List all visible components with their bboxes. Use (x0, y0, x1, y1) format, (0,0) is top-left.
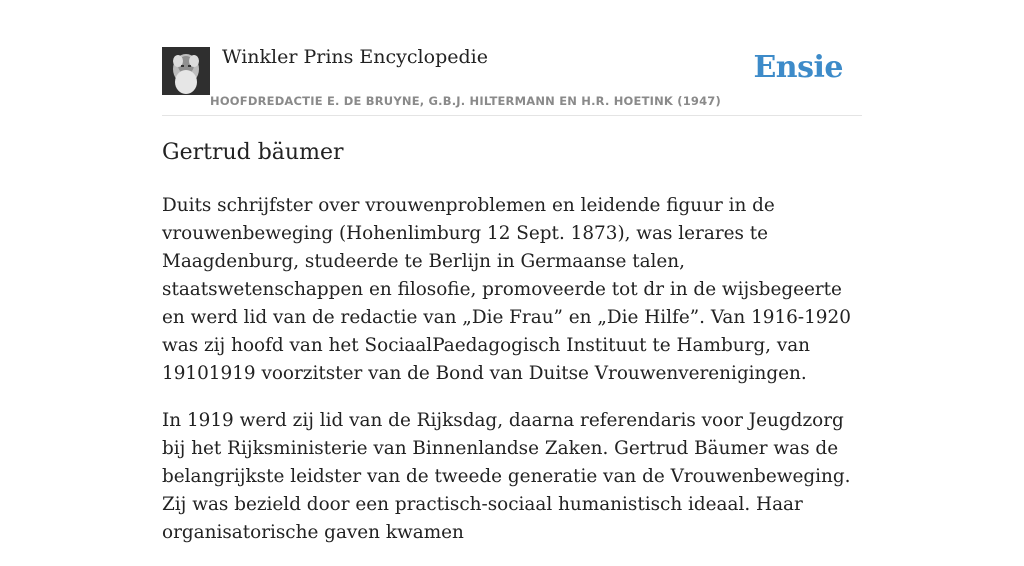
article-title: Gertrud bäumer (162, 140, 344, 165)
article-body (162, 192, 862, 566)
page (162, 0, 862, 543)
source-title[interactable]: Winkler Prins Encyclopedie (222, 46, 488, 68)
portrait-icon (162, 47, 210, 95)
ensie-logo[interactable]: Ensie (753, 50, 843, 85)
source-header (162, 0, 862, 116)
article-paragraph: In 1919 werd zij lid van de Rijksdag, daarna referendaris voor Jeugdzorg bij het Rijksministerie van Binnenlandse Zaken. Gertrud Bäumer was de belangrijkste leidster van de tweede generatie van de Vrouwenbeweging. Zij was bezield door een practisch-sociaal humanistisch ideaal. Haar organisatorische gaven kwamen (162, 410, 851, 543)
article-paragraph: Duits schrijfster over vrouwenproblemen en leidende figuur in de vrouwenbeweging (Hohenlimburg 12 Sept. 1873), was lerares te Maagdenburg, studeerde te Berlijn in Germaanse talen, staatswetenschappen en filosofie, promoveerde tot dr in de wijsbegeerte en werd lid van de redactie van „Die Frau” en „Die Hilfe”. Van 1916-1920 was zij hoofd van het SociaalPaedagogisch Instituut te Hamburg, van 19101919 voorzitster van de Bond van Duitse Vrouwenverenigingen. (162, 195, 851, 384)
source-avatar[interactable] (162, 47, 210, 95)
source-subtitle: HOOFDREDACTIE E. DE BRUYNE, G.B.J. HILTERMANN EN H.R. HOETINK (1947) (210, 94, 721, 108)
